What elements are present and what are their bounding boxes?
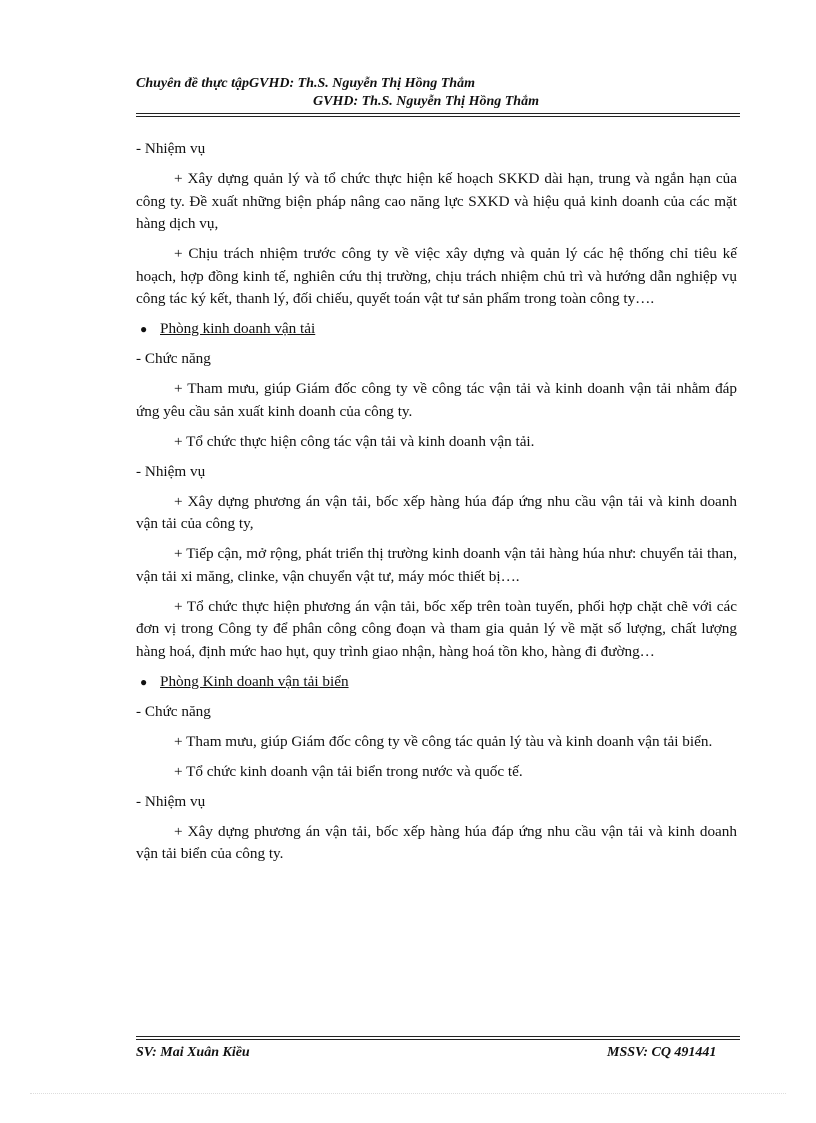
- subheading-functions: - Chức năng: [136, 702, 211, 720]
- bullet-icon: ●: [140, 674, 148, 689]
- paragraph: + Tổ chức thực hiện công tác vận tải và kinh doanh vận tải.: [174, 432, 535, 450]
- footer-rule-bottom: [136, 1039, 740, 1040]
- bullet-heading-sea-transport-dept: [136, 671, 737, 694]
- header-supervisor-line: GVHD: Th.S. Nguyễn Thị Hồng Thắm: [313, 94, 539, 109]
- subheading-duties: - Nhiệm vụ: [136, 792, 206, 810]
- paragraph: + Tổ chức kinh doanh vận tải biển trong nước và quốc tế.: [174, 762, 523, 780]
- paragraph: + Tổ chức thực hiện phương án vận tải, bốc xếp trên toàn tuyến, phối hợp chặt chẽ với các đơn vị trong Công ty để phân công công đoạn và tham gia quản lý về mặt số lượng, chất lượng hàng hoá, định mức hao hụt, quy trình giao nhận, hàng hoá tồn kho, hàng đi đường…: [136, 597, 737, 660]
- page-edge-dotted-line: [30, 1093, 786, 1094]
- document-body: [136, 138, 737, 866]
- paragraph: + Tham mưu, giúp Giám đốc công ty về công tác vận tải và kinh doanh vận tải nhằm đáp ứng yêu cầu sản xuất kinh doanh của công ty.: [136, 380, 737, 420]
- paragraph: + Xây dựng phương án vận tải, bốc xếp hàng húa đáp ứng nhu cầu vận tải và kinh doanh vận tải biển của công ty.: [136, 822, 737, 862]
- header-rule-top: [136, 113, 740, 114]
- header-rule-bottom: [136, 116, 740, 117]
- bullet-heading-text: Phòng Kinh doanh vận tải biển: [160, 672, 349, 690]
- paragraph: + Xây dựng quản lý và tổ chức thực hiện kế hoạch SKKD dài hạn, trung và ngắn hạn của công ty. Đề xuất những biện pháp nâng cao năng lực SXKD và hiệu quả kinh doanh của các mặt hàng dịch vụ,: [136, 170, 737, 232]
- subheading-duties: - Nhiệm vụ: [136, 462, 206, 480]
- paragraph: + Chịu trách nhiệm trước công ty về việc xây dựng và quản lý các hệ thống chỉ tiêu kế hoạch, hợp đồng kinh tế, nghiên cứu thị trường, chịu trách nhiệm chủ trì và hướng dẫn nghiệp vụ công tác ký kết, thanh lý, đối chiếu, quyết toán vật tư sản phẩm trong toàn công ty….: [136, 245, 737, 307]
- footer-student-name: SV: Mai Xuân Kiều: [136, 1045, 250, 1060]
- paragraph: + Xây dựng phương án vận tải, bốc xếp hàng húa đáp ứng nhu cầu vận tải và kinh doanh vận tải của công ty,: [136, 492, 737, 532]
- subheading-functions: - Chức năng: [136, 350, 211, 367]
- header-title-line: Chuyên đề thực tậpGVHD: Th.S. Nguyễn Thị Hồng Thắm: [136, 76, 475, 91]
- bullet-icon: ●: [140, 322, 148, 336]
- footer-student-id: MSSV: CQ 491441: [607, 1045, 717, 1060]
- bullet-heading-text: Phòng kinh doanh vận tải: [160, 320, 316, 337]
- paragraph: + Tham mưu, giúp Giám đốc công ty về công tác quản lý tàu và kinh doanh vận tải biển.: [174, 732, 713, 750]
- subheading-duties: - Nhiệm vụ: [136, 140, 206, 157]
- paragraph: + Tiếp cận, mở rộng, phát triển thị trường kinh doanh vận tải hàng húa như: chuyển tải than, vận tải xi măng, clinke, vận chuyển vật tư, máy móc thiết bị….: [136, 545, 737, 585]
- bullet-heading-transport-dept: [136, 318, 737, 341]
- footer-rule-top: [136, 1036, 740, 1037]
